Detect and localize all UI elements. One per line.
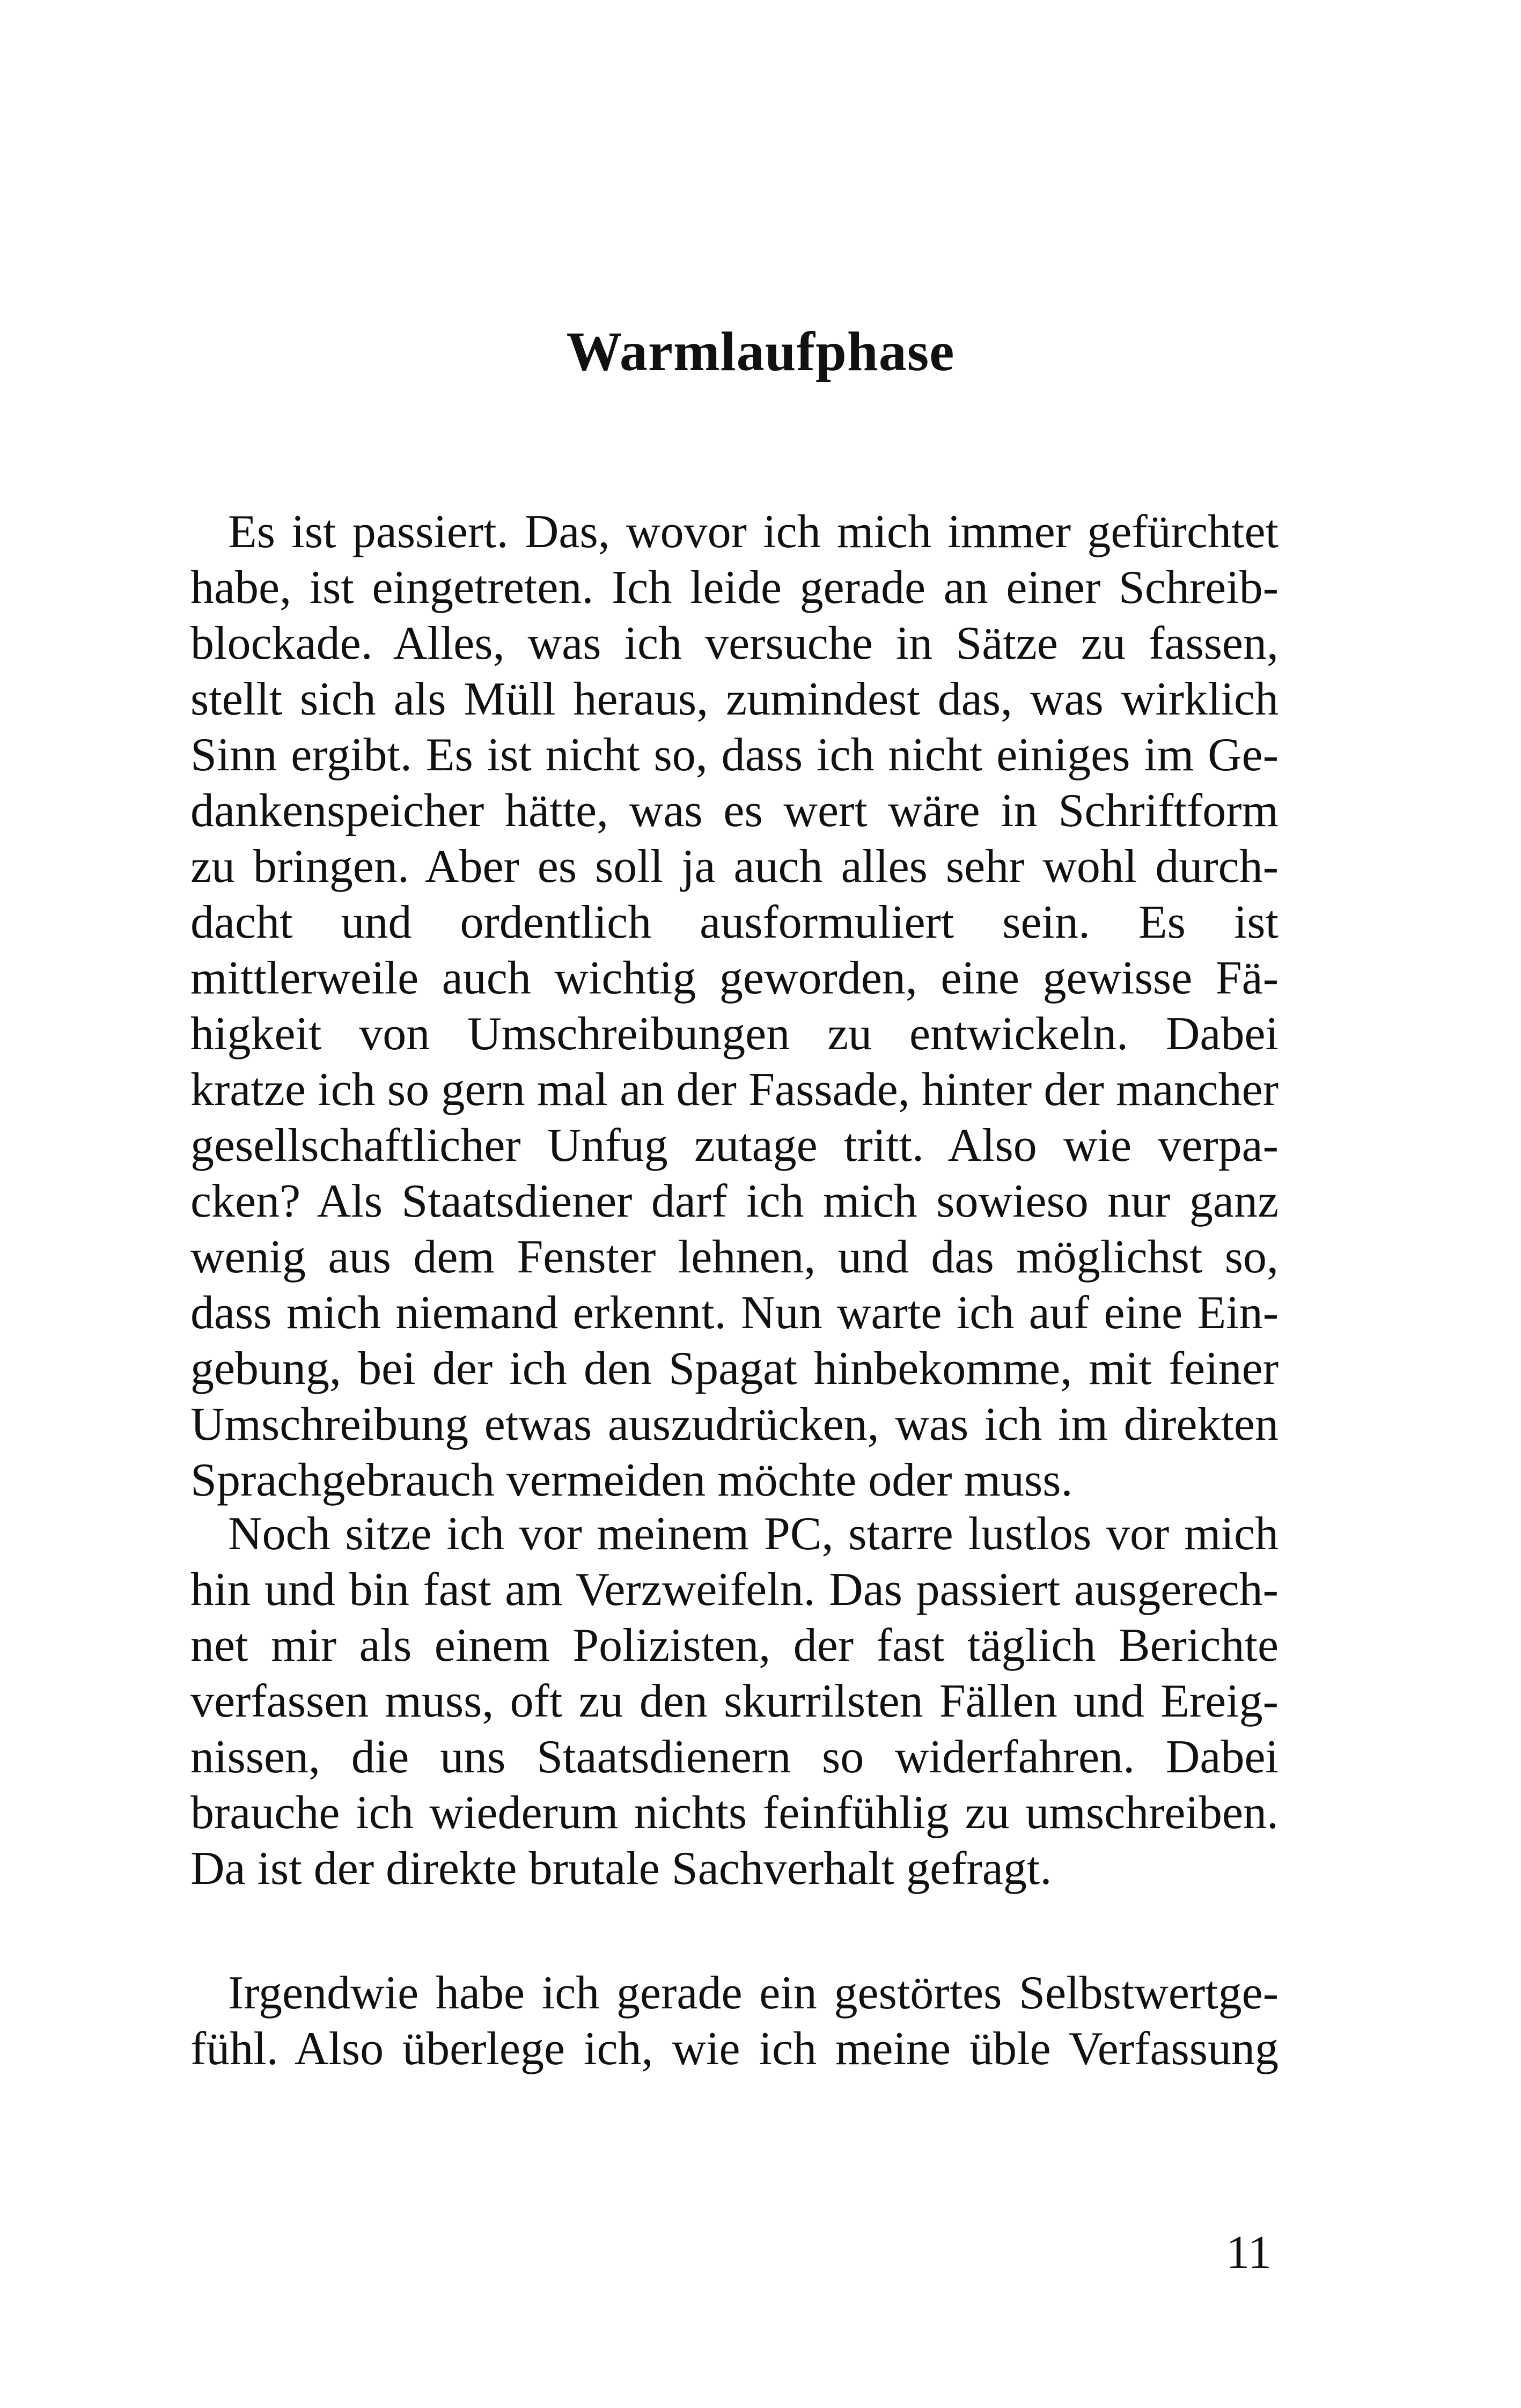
text-line: dass mich niemand erkennt. Nun warte ich auf eine Ein- xyxy=(190,1287,1278,1339)
text-line: Irgendwie habe ich gerade ein gestörtes Selbstwertge- xyxy=(228,1967,1278,2019)
text-line: zu bringen. Aber es soll ja auch alles sehr wohl durch- xyxy=(190,841,1278,893)
paragraph-3 xyxy=(190,1965,1278,2077)
text-line: mittlerweile auch wichtig geworden, eine gewisse Fä- xyxy=(190,952,1278,1004)
page-number: 11 xyxy=(1226,2227,1272,2279)
text-line: nissen, die uns Staatsdienern so widerfahren. Dabei xyxy=(190,1731,1278,1783)
text-line: gesellschaftlicher Unfug zutage tritt. Also wie verpa- xyxy=(190,1120,1278,1172)
paragraph-1 xyxy=(190,504,1278,1508)
paragraph-2 xyxy=(190,1506,1278,1897)
text-line: dacht und ordentlich ausformuliert sein. Es ist xyxy=(190,896,1278,948)
text-line: wenig aus dem Fenster lehnen, und das möglichst so, xyxy=(190,1231,1278,1283)
text-line: brauche ich wiederum nichts feinfühlig zu umschreiben. xyxy=(190,1787,1278,1839)
text-line: hin und bin fast am Verzweifeln. Das passiert ausgerech- xyxy=(190,1564,1278,1616)
text-line: Noch sitze ich vor meinem PC, starre lustlos vor mich xyxy=(228,1508,1278,1560)
text-line: habe, ist eingetreten. Ich leide gerade an einer Schreib- xyxy=(190,562,1278,614)
text-line: kratze ich so gern mal an der Fassade, hinter der mancher xyxy=(190,1064,1278,1116)
text-line: stellt sich als Müll heraus, zumindest das, was wirklich xyxy=(190,673,1278,725)
text-line: dankenspeicher hätte, was es wert wäre in Schriftform xyxy=(190,785,1278,837)
text-line: fühl. Also überlege ich, wie ich meine üble Verfassung xyxy=(190,2023,1278,2075)
text-line: Es ist passiert. Das, wovor ich mich immer gefürchtet xyxy=(228,506,1278,558)
text-line: verfassen muss, oft zu den skurrilsten Fällen und Ereig- xyxy=(190,1675,1278,1727)
chapter-title: Warmlaufphase xyxy=(566,321,955,382)
text-line: gebung, bei der ich den Spagat hinbekomme, mit feiner xyxy=(190,1343,1278,1395)
text-line: higkeit von Umschreibungen zu entwickeln. Dabei xyxy=(190,1008,1278,1060)
text-line: net mir als einem Polizisten, der fast täglich Berichte xyxy=(190,1619,1278,1671)
text-line: blockade. Alles, was ich versuche in Sätze zu fassen, xyxy=(190,617,1278,669)
text-line: cken? Als Staatsdiener darf ich mich sowieso nur ganz xyxy=(190,1175,1278,1227)
text-line: Sprachgebrauch vermeiden möchte oder muss. xyxy=(190,1454,1073,1506)
text-line: Umschreibung etwas auszudrücken, was ich im direkten xyxy=(190,1398,1278,1450)
text-line: Sinn ergibt. Es ist nicht so, dass ich nicht einiges im Ge- xyxy=(190,729,1278,781)
text-line: Da ist der direkte brutale Sachverhalt gefragt. xyxy=(190,1843,1052,1895)
